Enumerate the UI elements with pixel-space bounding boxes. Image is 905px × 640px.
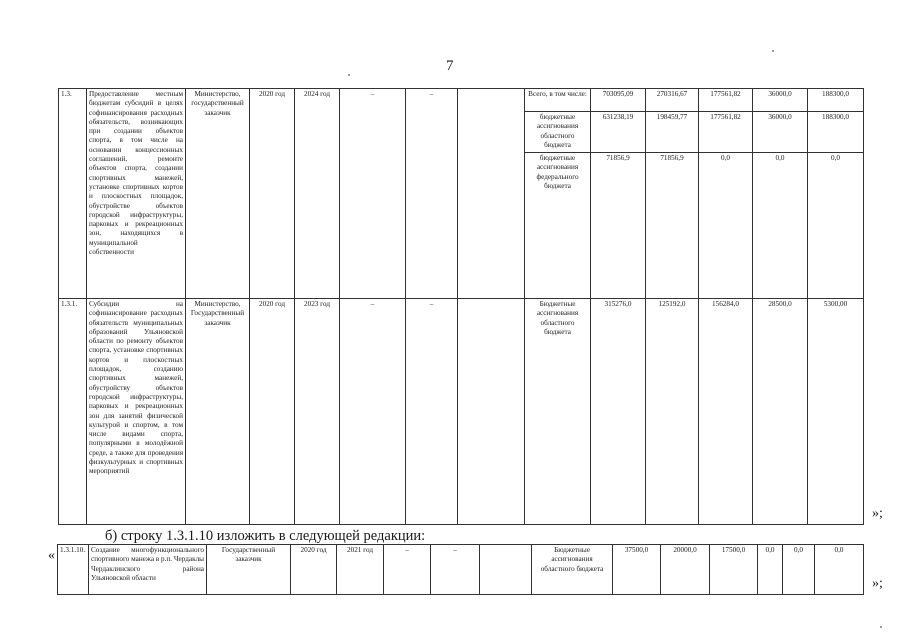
row-number: 1.3.1.10. [58, 545, 89, 595]
amount-value: 28500,0 [753, 299, 808, 525]
row-dash: – [340, 299, 406, 525]
amount-value: 0,0 [831, 154, 840, 162]
scan-speck [880, 626, 882, 628]
amount-cell [699, 89, 753, 299]
amount-value: 37500,0 [613, 545, 661, 595]
amount-cell [808, 89, 864, 299]
funding-source-federal: бюджетные ассигнования федерального бюджета [536, 154, 579, 190]
row-dash: – [340, 89, 406, 299]
amount-value: 177561,82 [699, 89, 752, 112]
table-row [58, 545, 864, 595]
row-end-year: 2021 год [337, 545, 384, 595]
table-row [59, 89, 864, 299]
amount-value: 188300,0 [808, 112, 863, 153]
funding-source-cell [525, 89, 591, 299]
amount-value: 0,0 [775, 154, 785, 162]
row-dash: – [431, 545, 480, 595]
funding-source-regional: Бюджетные ассигнования областного бюджета [532, 545, 613, 595]
amount-value: 703095,09 [591, 89, 645, 112]
amount-value: 631238,19 [591, 112, 645, 153]
row-executor: Министерство, государственный заказчик [186, 89, 250, 299]
amount-value: 36000,0 [753, 112, 807, 153]
row-executor: Министерство, Государственный заказчик [186, 299, 250, 525]
row-start-year: 2020 год [291, 545, 337, 595]
amount-value: 270316,67 [646, 89, 698, 112]
amount-value: 198459,77 [646, 112, 698, 153]
amount-value: 17500,0 [710, 545, 758, 595]
row-number: 1.3.1. [59, 299, 87, 525]
amount-value: 0,0 [721, 154, 730, 162]
program-table [58, 88, 864, 525]
amount-value: 71856,9 [660, 154, 684, 162]
row-empty [458, 89, 525, 299]
funding-source-total: Всего, в том числе: [525, 89, 590, 112]
row-number: 1.3. [59, 89, 87, 299]
scan-speck [348, 74, 350, 76]
row-end-year: 2023 год [295, 299, 340, 525]
amount-value: 177561,82 [699, 112, 752, 153]
row-dash: – [406, 299, 458, 525]
row-description: Создание многофункционального спортивного манежа в р.п. Чердаклы Чердаклинского района Ульяновской области [89, 545, 207, 595]
row-empty [480, 545, 532, 595]
page-number: 7 [446, 58, 454, 74]
amount-value: 315276,0 [591, 299, 646, 525]
amount-value: 0,0 [815, 545, 864, 595]
row-end-year: 2024 год [295, 89, 340, 299]
amount-value: 36000,0 [753, 89, 807, 112]
funding-source-regional: Бюджетные ассигнования областного бюджета [525, 299, 591, 525]
scan-speck [772, 50, 774, 52]
amount-value: 5300,00 [808, 299, 864, 525]
row-description: Субсидии на софинансирование расходных обязательств муниципальных образований Ульяновской области по ремонту объектов спорта, установке спортивных кортов и плоскостных площадок, созданию спортивных манежей, обустройству объектов городской инфраструктуры, парковых и рекреационных зон для занятий физической культурой и спортом, в том числе видами спорта, популярными в молодёжной среде, а также для проведения физкультурных и спортивных мероприятий [87, 299, 186, 525]
row-start-year: 2020 год [250, 89, 295, 299]
amount-value: 156284,0 [699, 299, 753, 525]
row-dash: – [406, 89, 458, 299]
row-empty [458, 299, 525, 525]
amount-cell [591, 89, 646, 299]
amendment-table [57, 544, 864, 595]
closing-quote-mark: »; [872, 506, 883, 521]
row-dash: – [384, 545, 431, 595]
amount-cell [646, 89, 699, 299]
amount-value: 20000,0 [661, 545, 710, 595]
amount-value: 188300,0 [808, 89, 863, 112]
amendment-caption: б) строку 1.3.1.10 изложить в следующей редакции: [105, 528, 426, 544]
amount-value: 0,0 [758, 545, 783, 595]
amount-value: 71856,9 [606, 154, 630, 162]
closing-quote-mark: »; [872, 576, 883, 591]
opening-quote-mark: « [48, 548, 55, 563]
amount-value: 125192,0 [646, 299, 699, 525]
row-description: Предоставление местным бюджетам субсидий в целях софинансирования расходных обязательств, возникающих при создании объектов спорта, в том числе на основании концессионных соглашений, ремонте объектов спорта, создании спортивных манежей, установке спортивных кортов и плоскостных площадок, обустройстве объектов городской инфраструктуры, парковых и рекреационных зон, находящихся в муниципальной собственности [87, 89, 186, 299]
row-executor: Государственный заказчик [207, 545, 291, 595]
funding-source-regional: бюджетные ассигнования областного бюджета [525, 112, 590, 153]
table-row [59, 299, 864, 525]
amount-value: 0,0 [783, 545, 815, 595]
row-start-year: 2020 год [250, 299, 295, 525]
amount-cell [753, 89, 808, 299]
